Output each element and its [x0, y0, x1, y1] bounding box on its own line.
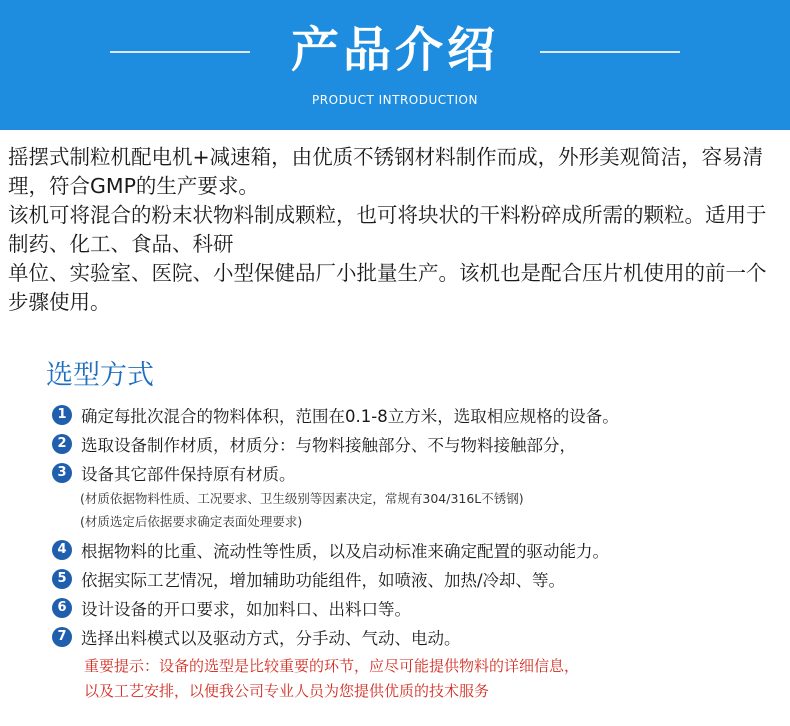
- material-note: (材质选定后依据要求确定表面处理要求): [80, 514, 303, 529]
- selection-step: [52, 622, 772, 651]
- banner-subtitle: PRODUCT INTRODUCTION: [312, 93, 478, 107]
- selection-step: [52, 458, 772, 487]
- step-number-badge: 6: [52, 598, 72, 618]
- step-number-badge: 1: [52, 405, 72, 425]
- step-text: 设计设备的开口要求，如加料口、出料口等。: [81, 599, 411, 619]
- description-paragraph: 该机可将混合的粉末状物料制成颗粒，也可将块状的干料粉碎成所需的颗粒。适用于制药、化工、食品、科研: [8, 203, 767, 256]
- step-text: 根据物料的比重、流动性等性质，以及启动标准来确定配置的驱动能力。: [81, 541, 609, 561]
- step-text: 依据实际工艺情况，增加辅助功能组件，如喷液、加热/冷却、等。: [81, 570, 566, 590]
- banner-title: 产品介绍: [290, 22, 499, 78]
- description-paragraph: 摇摆式制粒机配电机+减速箱，由优质不锈钢材料制作而成，外形美观简洁，容易清理，符合GMP的生产要求。: [8, 145, 764, 198]
- step-text: 选取设备制作材质，材质分：与物料接触部分、不与物料接触部分，: [81, 435, 576, 455]
- selection-step: [52, 593, 772, 622]
- selection-section-title: 选型方式: [46, 360, 154, 391]
- important-tip: [84, 654, 744, 704]
- selection-step: [52, 535, 772, 564]
- tip-line: 以及工艺安排，以便我公司专业人员为您提供优质的技术服务: [84, 682, 490, 700]
- selection-step: [52, 564, 772, 593]
- tip-line: 重要提示：设备的选型是比较重要的环节，应尽可能提供物料的详细信息，: [84, 657, 580, 675]
- material-notes: [52, 487, 772, 533]
- description-paragraph: 单位、实验室、医院、小型保健品厂小批量生产。该机也是配合压片机使用的前一个步骤使用。: [8, 261, 767, 314]
- step-number-badge: 4: [52, 540, 72, 560]
- step-text: 选择出料模式以及驱动方式，分手动、气动、电动。: [81, 628, 461, 648]
- header-banner: [0, 0, 790, 130]
- selection-steps-list: [52, 400, 772, 651]
- step-number-badge: 5: [52, 569, 72, 589]
- selection-step: [52, 400, 772, 429]
- product-description: [8, 143, 784, 317]
- step-number-badge: 3: [52, 463, 72, 483]
- selection-step: [52, 429, 772, 458]
- step-number-badge: 2: [52, 434, 72, 454]
- step-text: 设备其它部件保持原有材质。: [81, 464, 296, 484]
- step-number-badge: 7: [52, 627, 72, 647]
- material-note: (材质依据物料性质、工况要求、卫生级别等因素决定，常规有304/316L不锈钢): [80, 491, 524, 506]
- banner-divider-right: [540, 51, 680, 53]
- step-text: 确定每批次混合的物料体积，范围在0.1-8立方米，选取相应规格的设备。: [81, 406, 619, 426]
